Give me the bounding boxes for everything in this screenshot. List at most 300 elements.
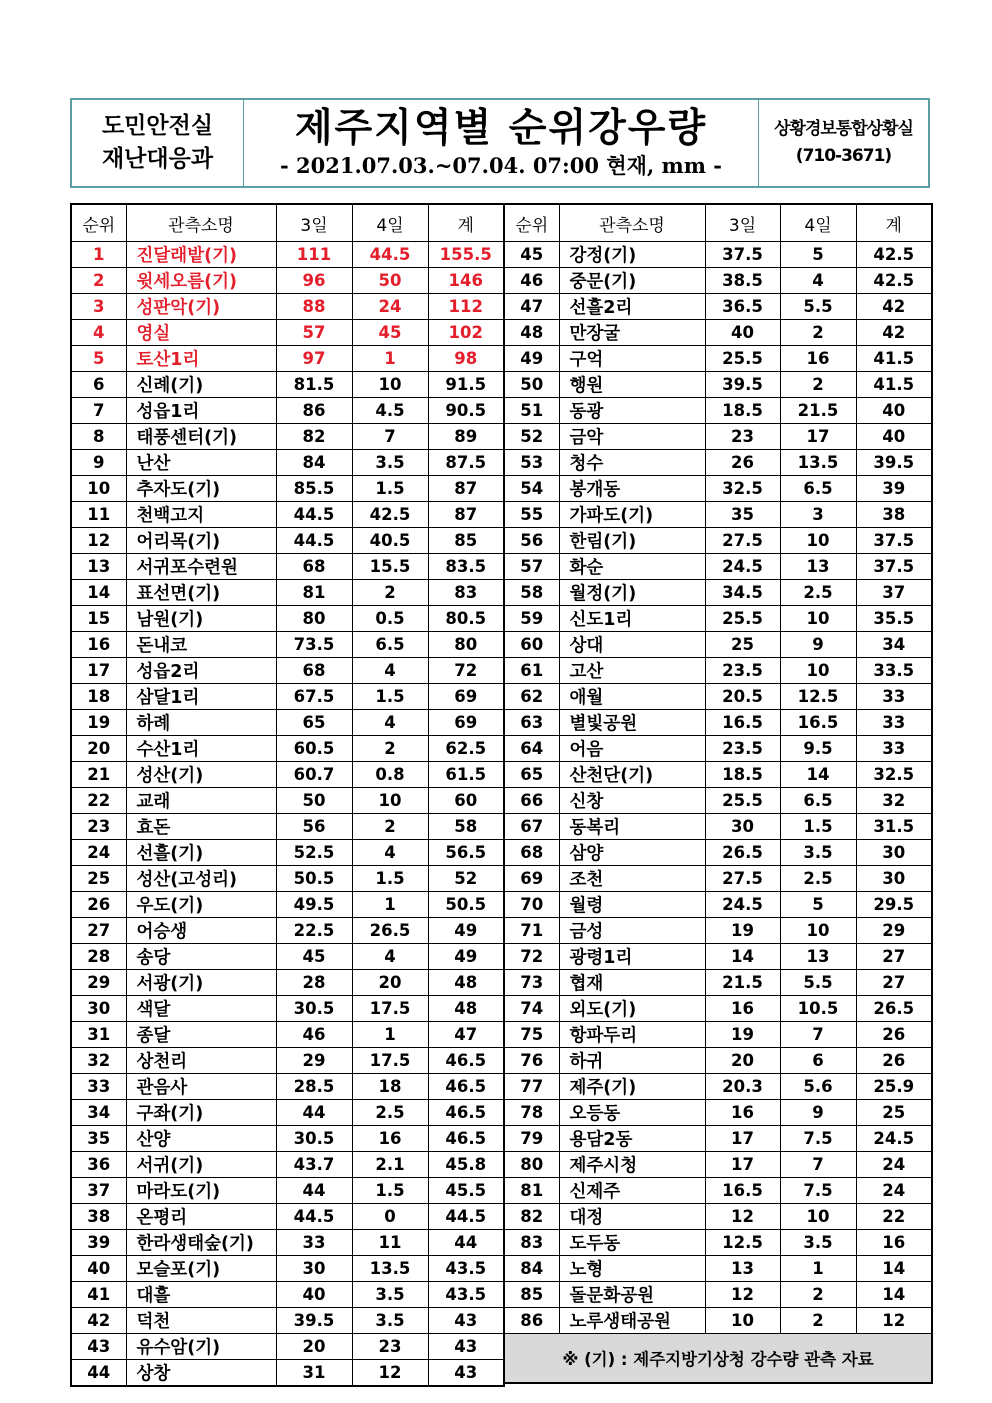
day4-value: 5.5 — [780, 294, 856, 320]
total-value: 46.5 — [428, 1074, 504, 1100]
station-name: 노형 — [559, 1256, 705, 1282]
table-row — [71, 1334, 504, 1360]
station-name: 효돈 — [126, 814, 276, 840]
day4-value: 7.5 — [780, 1178, 856, 1204]
day4-value: 1 — [780, 1256, 856, 1282]
rank-cell: 61 — [504, 658, 559, 684]
station-name: 성읍1리 — [126, 398, 276, 424]
day3-value: 73.5 — [276, 632, 352, 658]
table-row — [504, 242, 932, 268]
station-name: 선흘2리 — [559, 294, 705, 320]
day4-value: 11 — [352, 1230, 428, 1256]
day3-value: 38.5 — [705, 268, 780, 294]
station-name: 온평리 — [126, 1204, 276, 1230]
total-value: 40 — [856, 398, 932, 424]
total-value: 30 — [856, 866, 932, 892]
day4-value: 21.5 — [780, 398, 856, 424]
table-row — [71, 1230, 504, 1256]
day3-value: 23 — [705, 424, 780, 450]
table-row — [71, 1126, 504, 1152]
day4-value: 7 — [780, 1022, 856, 1048]
rank-cell: 63 — [504, 710, 559, 736]
day3-value: 20 — [705, 1048, 780, 1074]
day3-value: 43.7 — [276, 1152, 352, 1178]
total-value: 43.5 — [428, 1282, 504, 1308]
rank-cell: 10 — [71, 476, 126, 502]
station-name: 서귀(기) — [126, 1152, 276, 1178]
table-row — [504, 944, 932, 970]
day3-value: 24.5 — [705, 892, 780, 918]
day4-value: 2 — [780, 1282, 856, 1308]
table-row — [71, 1204, 504, 1230]
day3-value: 23.5 — [705, 658, 780, 684]
day4-value: 4 — [352, 944, 428, 970]
col-day4: 4일 — [780, 204, 856, 242]
table-row — [504, 996, 932, 1022]
day4-value: 5 — [780, 242, 856, 268]
station-name: 제주시청 — [559, 1152, 705, 1178]
table-row — [71, 918, 504, 944]
day4-value: 3.5 — [780, 1230, 856, 1256]
col-station: 관측소명 — [126, 204, 276, 242]
rank-cell: 78 — [504, 1100, 559, 1126]
station-name: 중문(기) — [559, 268, 705, 294]
day3-value: 20 — [276, 1334, 352, 1360]
table-row — [71, 1048, 504, 1074]
day4-value: 3 — [780, 502, 856, 528]
table-row — [504, 866, 932, 892]
table-row — [504, 450, 932, 476]
station-name: 산양 — [126, 1126, 276, 1152]
day3-value: 25.5 — [705, 788, 780, 814]
table-row — [71, 372, 504, 398]
rank-cell: 65 — [504, 762, 559, 788]
day3-value: 39.5 — [276, 1308, 352, 1334]
rank-cell: 81 — [504, 1178, 559, 1204]
rainfall-table-left — [70, 203, 505, 1387]
station-name: 상창 — [126, 1360, 276, 1387]
table-row — [504, 684, 932, 710]
total-value: 69 — [428, 684, 504, 710]
day4-value: 16.5 — [780, 710, 856, 736]
station-name: 항파두리 — [559, 1022, 705, 1048]
total-value: 87 — [428, 476, 504, 502]
day4-value: 13.5 — [780, 450, 856, 476]
day4-value: 42.5 — [352, 502, 428, 528]
total-value: 43 — [428, 1360, 504, 1387]
day4-value: 2 — [352, 580, 428, 606]
total-value: 14 — [856, 1282, 932, 1308]
station-name: 외도(기) — [559, 996, 705, 1022]
day4-value: 2 — [780, 1308, 856, 1334]
day3-value: 10 — [705, 1308, 780, 1334]
table-row — [504, 1100, 932, 1126]
rank-cell: 72 — [504, 944, 559, 970]
table-row — [71, 1022, 504, 1048]
day4-value: 2 — [352, 736, 428, 762]
total-value: 37.5 — [856, 528, 932, 554]
rank-cell: 12 — [71, 528, 126, 554]
total-value: 44.5 — [428, 1204, 504, 1230]
table-row — [71, 606, 504, 632]
station-name: 태풍센터(기) — [126, 424, 276, 450]
rank-cell: 27 — [71, 918, 126, 944]
rank-cell: 5 — [71, 346, 126, 372]
total-value: 60 — [428, 788, 504, 814]
table-row — [504, 788, 932, 814]
table-row — [71, 398, 504, 424]
table-row — [71, 450, 504, 476]
rank-cell: 16 — [71, 632, 126, 658]
total-value: 39.5 — [856, 450, 932, 476]
day3-value: 24.5 — [705, 554, 780, 580]
day4-value: 3.5 — [352, 450, 428, 476]
rank-cell: 76 — [504, 1048, 559, 1074]
table-row — [504, 424, 932, 450]
rank-cell: 45 — [504, 242, 559, 268]
table-row — [71, 1178, 504, 1204]
total-value: 69 — [428, 710, 504, 736]
total-value: 41.5 — [856, 346, 932, 372]
total-value: 87 — [428, 502, 504, 528]
day3-value: 81.5 — [276, 372, 352, 398]
table-row — [504, 1282, 932, 1308]
day4-value: 4 — [352, 840, 428, 866]
total-value: 29 — [856, 918, 932, 944]
day4-value: 50 — [352, 268, 428, 294]
station-name: 성읍2리 — [126, 658, 276, 684]
rank-cell: 8 — [71, 424, 126, 450]
total-value: 34 — [856, 632, 932, 658]
day3-value: 44.5 — [276, 1204, 352, 1230]
table-row — [504, 814, 932, 840]
day3-value: 37.5 — [705, 242, 780, 268]
total-value: 83.5 — [428, 554, 504, 580]
total-value: 49 — [428, 918, 504, 944]
total-value: 41.5 — [856, 372, 932, 398]
rank-cell: 15 — [71, 606, 126, 632]
day3-value: 97 — [276, 346, 352, 372]
table-row — [504, 554, 932, 580]
day3-value: 85.5 — [276, 476, 352, 502]
rank-cell: 40 — [71, 1256, 126, 1282]
day3-value: 18.5 — [705, 398, 780, 424]
rank-cell: 48 — [504, 320, 559, 346]
day3-value: 82 — [276, 424, 352, 450]
table-row — [71, 1282, 504, 1308]
day3-value: 45 — [276, 944, 352, 970]
day4-value: 17 — [780, 424, 856, 450]
total-value: 27 — [856, 944, 932, 970]
table-row — [71, 762, 504, 788]
rank-cell: 49 — [504, 346, 559, 372]
table-row — [504, 606, 932, 632]
total-value: 35.5 — [856, 606, 932, 632]
table-row — [71, 944, 504, 970]
table-row — [71, 320, 504, 346]
day4-value: 7 — [780, 1152, 856, 1178]
col-day3: 3일 — [705, 204, 780, 242]
rank-cell: 2 — [71, 268, 126, 294]
station-name: 용담2동 — [559, 1126, 705, 1152]
rank-cell: 13 — [71, 554, 126, 580]
day3-value: 35 — [705, 502, 780, 528]
total-value: 87.5 — [428, 450, 504, 476]
rank-cell: 57 — [504, 554, 559, 580]
station-name: 남원(기) — [126, 606, 276, 632]
day3-value: 20.3 — [705, 1074, 780, 1100]
rank-cell: 44 — [71, 1360, 126, 1387]
rank-cell: 46 — [504, 268, 559, 294]
table-row — [71, 554, 504, 580]
rank-cell: 69 — [504, 866, 559, 892]
total-value: 52 — [428, 866, 504, 892]
rank-cell: 4 — [71, 320, 126, 346]
col-rank: 순위 — [71, 204, 126, 242]
rainfall-table-right — [503, 203, 933, 1384]
table-row — [71, 736, 504, 762]
col-total: 계 — [428, 204, 504, 242]
total-value: 25.9 — [856, 1074, 932, 1100]
rank-cell: 28 — [71, 944, 126, 970]
day3-value: 65 — [276, 710, 352, 736]
table-row — [504, 398, 932, 424]
rank-cell: 26 — [71, 892, 126, 918]
day3-value: 34.5 — [705, 580, 780, 606]
day3-value: 81 — [276, 580, 352, 606]
day3-value: 19 — [705, 918, 780, 944]
day3-value: 84 — [276, 450, 352, 476]
total-value: 33 — [856, 710, 932, 736]
day3-value: 111 — [276, 242, 352, 268]
rank-cell: 53 — [504, 450, 559, 476]
rank-cell: 43 — [71, 1334, 126, 1360]
day4-value: 12.5 — [780, 684, 856, 710]
table-row — [504, 918, 932, 944]
rank-cell: 36 — [71, 1152, 126, 1178]
total-value: 56.5 — [428, 840, 504, 866]
day3-value: 60.7 — [276, 762, 352, 788]
day3-value: 19 — [705, 1022, 780, 1048]
station-name: 추자도(기) — [126, 476, 276, 502]
day4-value: 0 — [352, 1204, 428, 1230]
rank-cell: 79 — [504, 1126, 559, 1152]
day4-value: 1 — [352, 892, 428, 918]
station-name: 덕천 — [126, 1308, 276, 1334]
table-row — [71, 294, 504, 320]
table-row — [504, 658, 932, 684]
station-name: 우도(기) — [126, 892, 276, 918]
day3-value: 12 — [705, 1282, 780, 1308]
day3-value: 25.5 — [705, 606, 780, 632]
station-name: 표선면(기) — [126, 580, 276, 606]
station-name: 금성 — [559, 918, 705, 944]
table-row — [71, 346, 504, 372]
total-value: 27 — [856, 970, 932, 996]
day3-value: 46 — [276, 1022, 352, 1048]
footnote: ※ (기) : 제주지방기상청 강수량 관측 자료 — [504, 1334, 932, 1384]
table-row — [71, 1074, 504, 1100]
day3-value: 44.5 — [276, 502, 352, 528]
day4-value: 44.5 — [352, 242, 428, 268]
day3-value: 50 — [276, 788, 352, 814]
rank-cell: 3 — [71, 294, 126, 320]
day3-value: 27.5 — [705, 866, 780, 892]
total-value: 42 — [856, 294, 932, 320]
station-name: 윗세오름(기) — [126, 268, 276, 294]
day4-value: 2.5 — [780, 580, 856, 606]
day3-value: 56 — [276, 814, 352, 840]
total-value: 48 — [428, 996, 504, 1022]
day3-value: 57 — [276, 320, 352, 346]
rank-cell: 80 — [504, 1152, 559, 1178]
table-row — [71, 658, 504, 684]
day3-value: 13 — [705, 1256, 780, 1282]
station-name: 상대 — [559, 632, 705, 658]
station-name: 애월 — [559, 684, 705, 710]
total-value: 98 — [428, 346, 504, 372]
rank-cell: 86 — [504, 1308, 559, 1334]
day4-value: 45 — [352, 320, 428, 346]
station-name: 진달래밭(기) — [126, 242, 276, 268]
rank-cell: 21 — [71, 762, 126, 788]
contact-phone: (710-3671) — [795, 146, 892, 166]
day3-value: 26.5 — [705, 840, 780, 866]
station-name: 동광 — [559, 398, 705, 424]
station-name: 청수 — [559, 450, 705, 476]
day4-value: 17.5 — [352, 996, 428, 1022]
day4-value: 12 — [352, 1360, 428, 1387]
contact-office: 상황경보통합상황실 — [774, 119, 913, 139]
total-value: 42 — [856, 320, 932, 346]
rank-cell: 52 — [504, 424, 559, 450]
rank-cell: 7 — [71, 398, 126, 424]
day3-value: 86 — [276, 398, 352, 424]
rank-cell: 31 — [71, 1022, 126, 1048]
day4-value: 1.5 — [780, 814, 856, 840]
table-row — [71, 840, 504, 866]
table-row — [504, 892, 932, 918]
station-name: 제주(기) — [559, 1074, 705, 1100]
station-name: 관음사 — [126, 1074, 276, 1100]
table-row — [71, 814, 504, 840]
station-name: 어음 — [559, 736, 705, 762]
day3-value: 30.5 — [276, 1126, 352, 1152]
station-name: 어승생 — [126, 918, 276, 944]
day4-value: 1.5 — [352, 684, 428, 710]
table-row — [504, 294, 932, 320]
day4-value: 9 — [780, 1100, 856, 1126]
day3-value: 20.5 — [705, 684, 780, 710]
day4-value: 2 — [780, 320, 856, 346]
total-value: 33.5 — [856, 658, 932, 684]
station-name: 유수암(기) — [126, 1334, 276, 1360]
day4-value: 1.5 — [352, 1178, 428, 1204]
rank-cell: 6 — [71, 372, 126, 398]
station-name: 한림(기) — [559, 528, 705, 554]
day4-value: 5.5 — [780, 970, 856, 996]
day4-value: 18 — [352, 1074, 428, 1100]
rank-cell: 71 — [504, 918, 559, 944]
total-value: 146 — [428, 268, 504, 294]
table-row — [504, 736, 932, 762]
table-header-row — [504, 204, 932, 242]
rank-cell: 39 — [71, 1230, 126, 1256]
day4-value: 10 — [352, 788, 428, 814]
station-name: 신창 — [559, 788, 705, 814]
rank-cell: 1 — [71, 242, 126, 268]
rank-cell: 22 — [71, 788, 126, 814]
day3-value: 68 — [276, 658, 352, 684]
table-row — [504, 346, 932, 372]
day4-value: 26.5 — [352, 918, 428, 944]
contact-block — [759, 100, 928, 186]
total-value: 46.5 — [428, 1048, 504, 1074]
table-row — [71, 268, 504, 294]
station-name: 성판악(기) — [126, 294, 276, 320]
total-value: 44 — [428, 1230, 504, 1256]
station-name: 협재 — [559, 970, 705, 996]
day4-value: 16 — [780, 346, 856, 372]
table-row — [71, 1360, 504, 1387]
rank-cell: 24 — [71, 840, 126, 866]
station-name: 동복리 — [559, 814, 705, 840]
total-value: 83 — [428, 580, 504, 606]
day3-value: 40 — [705, 320, 780, 346]
rank-cell: 62 — [504, 684, 559, 710]
rank-cell: 85 — [504, 1282, 559, 1308]
day3-value: 68 — [276, 554, 352, 580]
table-row — [71, 996, 504, 1022]
col-total: 계 — [856, 204, 932, 242]
total-value: 155.5 — [428, 242, 504, 268]
day3-value: 25.5 — [705, 346, 780, 372]
day4-value: 2.5 — [352, 1100, 428, 1126]
station-name: 화순 — [559, 554, 705, 580]
station-name: 천백고지 — [126, 502, 276, 528]
station-name: 구좌(기) — [126, 1100, 276, 1126]
rank-cell: 20 — [71, 736, 126, 762]
station-name: 도두동 — [559, 1230, 705, 1256]
col-rank: 순위 — [504, 204, 559, 242]
total-value: 24 — [856, 1152, 932, 1178]
day4-value: 1.5 — [352, 476, 428, 502]
day3-value: 50.5 — [276, 866, 352, 892]
table-row — [71, 580, 504, 606]
table-row — [504, 1178, 932, 1204]
day4-value: 13.5 — [352, 1256, 428, 1282]
total-value: 29.5 — [856, 892, 932, 918]
day4-value: 17.5 — [352, 1048, 428, 1074]
table-row — [71, 632, 504, 658]
table-row — [504, 840, 932, 866]
day3-value: 39.5 — [705, 372, 780, 398]
day4-value: 6.5 — [780, 788, 856, 814]
station-name: 종달 — [126, 1022, 276, 1048]
rank-cell: 9 — [71, 450, 126, 476]
total-value: 26 — [856, 1048, 932, 1074]
rank-cell: 75 — [504, 1022, 559, 1048]
station-name: 신제주 — [559, 1178, 705, 1204]
day3-value: 30 — [276, 1256, 352, 1282]
station-name: 색달 — [126, 996, 276, 1022]
day3-value: 27.5 — [705, 528, 780, 554]
rank-cell: 17 — [71, 658, 126, 684]
rank-cell: 47 — [504, 294, 559, 320]
total-value: 61.5 — [428, 762, 504, 788]
table-row — [504, 372, 932, 398]
day4-value: 15.5 — [352, 554, 428, 580]
